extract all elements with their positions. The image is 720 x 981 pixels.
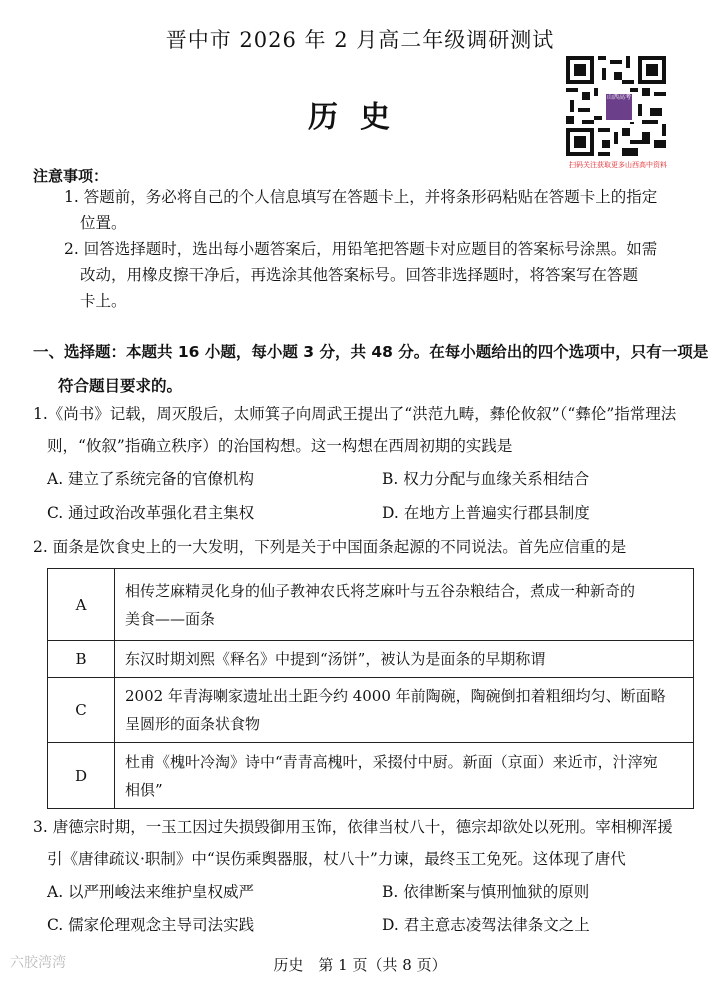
q2-stem: 2. 面条是饮食史上的一大发明，下列是关于中国面条起源的不同说法。首先应信重的是 [33,538,627,556]
qr-center-logo: 山西高考 [604,92,634,122]
q3-option-d[interactable]: D. 君主意志凌驾法律条文之上 [382,916,590,934]
notice-line: 2. 回答选择题时，选出每小题答案后，用铅笔把答题卡对应题目的答案标号涂黑。如需 [64,240,658,258]
q2-row-text: 东汉时期刘熙《释名》中提到“汤饼”，被认为是面条的早期称谓 [125,650,546,668]
q1-option-c[interactable]: C. 通过政治改革强化君主集权 [47,504,255,522]
q2-row-key: A [48,569,115,641]
notice-heading: 注意事项： [33,167,109,185]
q3-stem-cont: 引《唐律疏议·职制》中“误伤乘舆器服，杖八十”力谏，最终玉工免死。这体现了唐代 [47,850,626,868]
q2-row-key: B [48,641,115,678]
q2-row-text: 相传芝麻精灵化身的仙子教神农氏将芝麻叶与五谷杂粮结合，煮成一种新奇的 [125,581,636,600]
notice-line: 改动，用橡皮擦干净后，再选涂其他答案标号。回答非选择题时，将答案写在答题 [80,266,639,284]
q1-option-a[interactable]: A. 建立了系统完备的官僚机构 [47,470,255,488]
q2-row-text: 美食——面条 [125,609,216,628]
section-heading: 一、选择题：本题共 16 小题，每小题 3 分，共 48 分。在每小题给出的四个选项中，只有一项是 [33,343,709,361]
table-row[interactable] [48,641,694,678]
notice-line: 1. 答题前，务必将自己的个人信息填写在答题卡上，并将条形码粘贴在答题卡上的指定 [64,188,658,206]
q2-row-text: 呈圆形的面条状食物 [125,715,261,733]
qr-caption: 扫码关注获取更多山西高中资料 [569,161,667,169]
q1-option-d[interactable]: D. 在地方上普遍实行郡县制度 [382,504,590,522]
q3-stem: 3. 唐德宗时期，一玉工因过失损毁御用玉饰，依律当杖八十，德宗却欲处以死刑。宰相柳浑援 [33,818,673,836]
watermark: 六胶湾湾 [10,955,66,971]
notice-line: 卡上。 [80,292,127,310]
section-heading-cont: 符合题目要求的。 [58,377,183,395]
q2-row-text: 杜甫《槐叶冷淘》诗中“青青高槐叶，采掇付中厨。新面（京面）来近市，汁滓宛 [125,752,658,771]
q1-option-b[interactable]: B. 权力分配与血缘关系相结合 [382,470,590,488]
table-row[interactable] [48,678,694,743]
subject-title: 历史 [308,100,412,135]
q3-option-c[interactable]: C. 儒家伦理观念主导司法实践 [47,916,255,934]
q2-row-text: 2002 年青海喇家遗址出土距今约 4000 年前陶碗，陶碗倒扣着粗细均匀、断面略 [125,687,666,705]
q2-row-key: C [48,678,115,743]
exam-title: 晋中市 2026 年 2 月高二年级调研测试 [165,28,555,52]
q2-row-text: 相俱” [125,780,163,799]
q3-option-a[interactable]: A. 以严刑峻法来维护皇权威严 [47,883,255,901]
page-footer: 历史 第 1 页（共 8 页） [273,956,447,974]
q1-stem-cont: 则，“攸叙”指确立秩序）的治国构想。这一构想在西周初期的实践是 [47,437,513,455]
table-row[interactable] [48,569,694,641]
q1-stem: 1.《尚书》记载，周灭殷后，太师箕子向周武王提出了“洪范九畴，彝伦攸叙”（“彝伦”指常理法 [33,405,677,423]
q3-option-b[interactable]: B. 依律断案与慎刑恤狱的原则 [382,883,590,901]
q2-row-key: D [48,743,115,809]
table-row[interactable] [48,743,694,809]
notice-line: 位置。 [80,214,127,232]
q2-options-table [47,568,694,809]
